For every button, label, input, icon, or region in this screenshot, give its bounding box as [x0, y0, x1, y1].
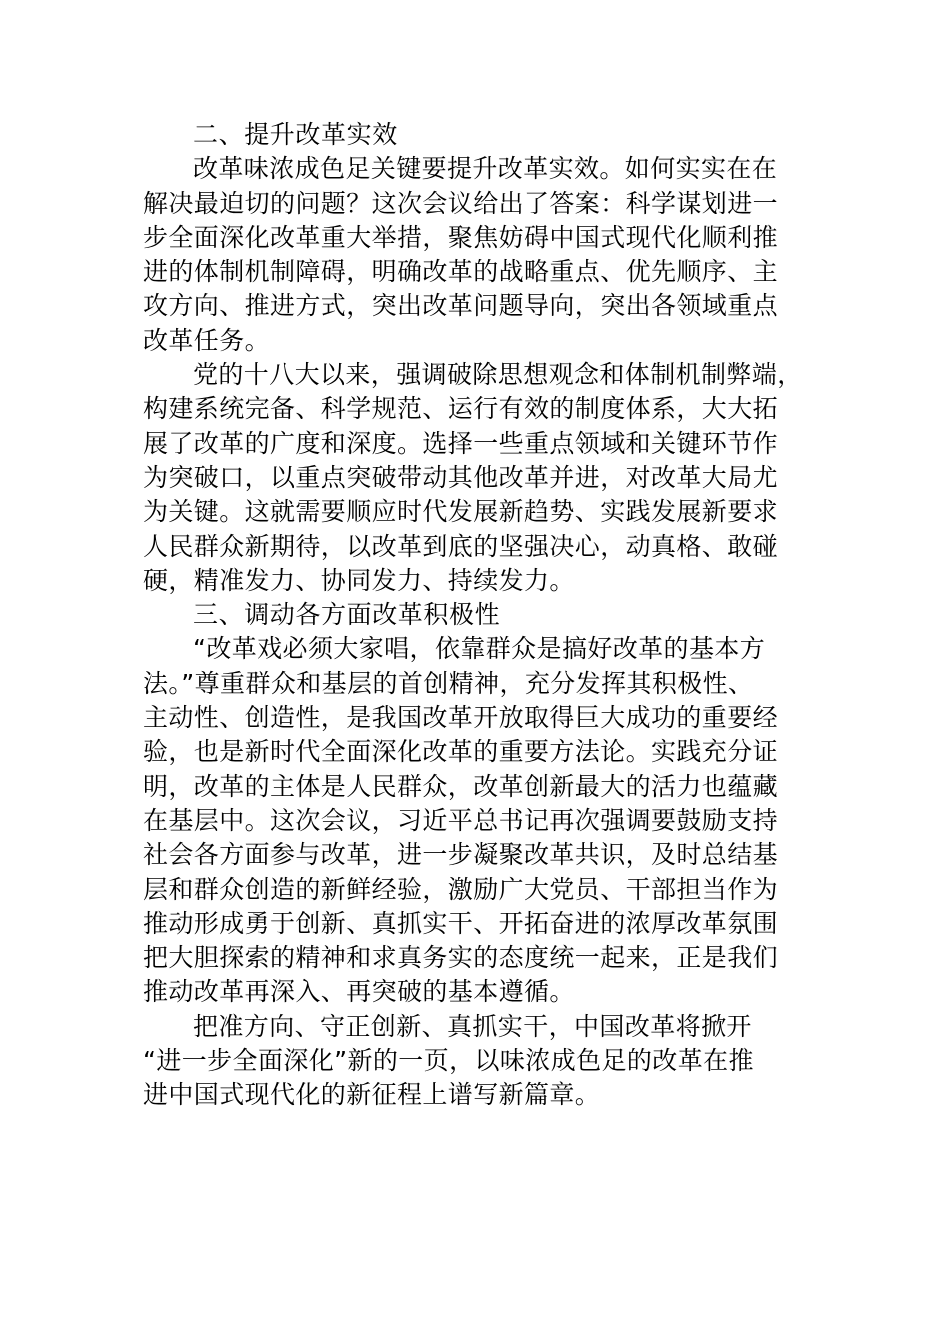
paragraph-3: [143, 632, 811, 1009]
text-line: 攻方向、推进方式，突出改革问题导向，突出各领域重点: [143, 291, 779, 321]
paragraph-1: [143, 152, 811, 358]
text-line: 党的十八大以来，强调破除思想观念和体制机制弊端，: [193, 360, 803, 390]
text-line: 在基层中。这次会议，习近平总书记再次强调要鼓励支持: [143, 805, 779, 835]
text-line: 硬，精准发力、协同发力、持续发力。: [143, 565, 575, 595]
text-line: 层和群众创造的新鲜经验，激励广大党员、干部担当作为: [143, 874, 779, 904]
text-line: 法。”尊重群众和基层的首创精神，充分发挥其积极性、: [143, 668, 754, 698]
document-body: [143, 118, 811, 1113]
text-line: 社会各方面参与改革，进一步凝聚改革共识，及时总结基: [143, 840, 779, 870]
text-line: 把大胆探索的精神和求真务实的态度统一起来，正是我们: [143, 943, 779, 973]
text-line: 主动性、创造性，是我国改革开放取得巨大成功的重要经: [143, 703, 779, 733]
section-heading-2: 二、提升改革实效: [193, 120, 398, 149]
text-line: 人民群众新期待，以改革到底的坚强决心，动真格、敢碰: [143, 531, 779, 561]
text-line: 为突破口，以重点突破带动其他改革并进，对改革大局尤: [143, 462, 779, 492]
text-line: 验，也是新时代全面深化改革的重要方法论。实践充分证: [143, 737, 779, 767]
text-line: 推动形成勇于创新、真抓实干、开拓奋进的浓厚改革氛围: [143, 908, 779, 938]
text-line: 构建系统完备、科学规范、运行有效的制度体系，大大拓: [143, 394, 779, 424]
text-line: 推动改革再深入、再突破的基本遵循。: [143, 977, 575, 1007]
paragraph-4: [143, 1010, 811, 1113]
text-line: 明，改革的主体是人民群众，改革创新最大的活力也蕴藏: [143, 771, 779, 801]
text-line: 改革任务。: [143, 325, 271, 355]
text-line: 步全面深化改革重大举措，聚焦妨碍中国式现代化顺利推: [143, 222, 779, 252]
text-line: 进的体制机制障碍，明确改革的战略重点、优先顺序、主: [143, 257, 779, 287]
paragraph-2: [143, 358, 811, 598]
text-line: 解决最迫切的问题？这次会议给出了答案：科学谋划进一: [143, 188, 779, 218]
text-line: 把准方向、守正创新、真抓实干，中国改革将掀开: [193, 1011, 752, 1041]
section-heading-3: 三、调动各方面改革积极性: [193, 600, 501, 630]
text-line: 改革味浓成色足关键要提升改革实效。如何实实在在: [193, 154, 778, 184]
text-line: “改革戏必须大家唱，依靠群众是搞好改革的基本方: [193, 634, 766, 664]
text-line: “进一步全面深化”新的一页，以味浓成色足的改革在推: [143, 1046, 754, 1076]
text-line: 为关键。这就需要顺应时代发展新趋势、实践发展新要求: [143, 497, 779, 527]
text-line: 展了改革的广度和深度。选择一些重点领域和关键环节作: [143, 428, 779, 458]
text-line: 进中国式现代化的新征程上谱写新篇章。: [143, 1080, 601, 1110]
